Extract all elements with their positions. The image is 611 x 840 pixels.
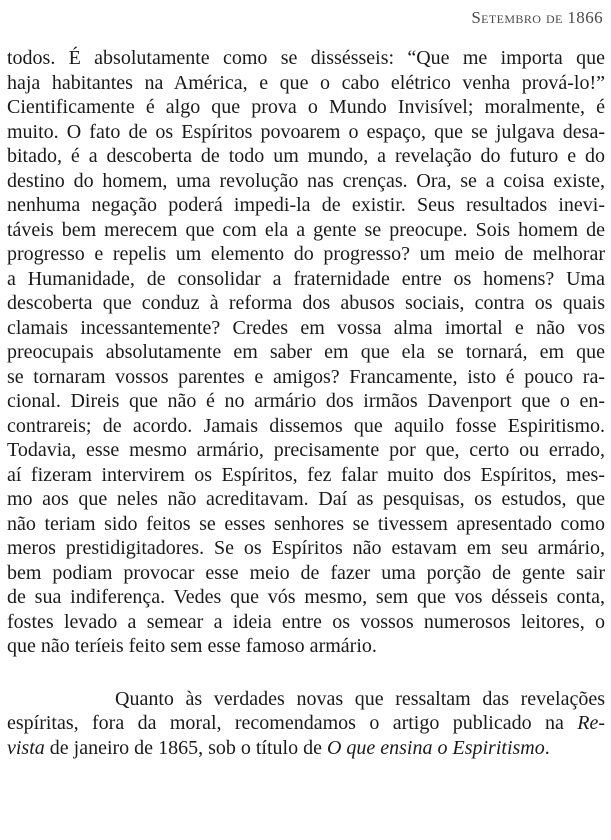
- text-line: Todavia, esse mesmo armário, precisamente por que, certo ou errado,: [7, 439, 605, 461]
- text-line: preocupais absolutamente em saber em que ela se tornará, em que: [7, 341, 605, 363]
- italic-text-run: Re-: [577, 712, 605, 734]
- text-line: progresso e repelis um elemento do progresso? um meio de melhorar: [7, 243, 605, 265]
- text-line: de sua indiferença. Vedes que vós mesmo, sem que vos désseis conta,: [7, 586, 605, 608]
- text-line: fostes levado a semear a ideia entre os vossos numerosos leitores, o: [7, 610, 605, 633]
- text-line: meros prestidigitadores. Se os Espíritos não estavam em seu armário,: [7, 537, 605, 559]
- text-line: não teriam sido feitos se esses senhores se tivessem apresentado como: [7, 512, 605, 535]
- text-line: [7, 711, 605, 736]
- text-line: bem podiam provocar esse meio de fazer uma porção de gente sair: [7, 561, 605, 584]
- text-line: contrareis; de acordo. Jamais dissemos que aquilo fosse Espiritismo.: [7, 414, 605, 437]
- text-line: Cientificamente é algo que prova o Mundo Invisível; moralmente, é: [7, 96, 605, 118]
- text-line: bitado, é a descoberta de todo um mundo, a revelação do futuro e do: [7, 145, 605, 167]
- text-line: [7, 736, 605, 761]
- paragraph-2: [7, 687, 605, 761]
- text-line: que não teríeis feito sem esse famoso armário.: [7, 635, 377, 657]
- text-line: cional. Direis que não é no armário dos irmãos Davenport que o en-: [7, 390, 605, 412]
- text-line: destino do homem, uma revolução nas crenças. Ora, se a coisa existe,: [7, 169, 605, 192]
- italic-text-run: vista: [7, 736, 45, 759]
- text-line: muito. O fato de os Espíritos povoarem o espaço, que se julgava desa-: [7, 120, 605, 143]
- text-line: todos. É absolutamente como se dissésseis: “Que me importa que: [7, 47, 605, 69]
- running-header: Setembro de 1866: [471, 8, 603, 27]
- page-body: [7, 46, 605, 788]
- text-run: espíritas, fora da moral, recomendamos o artigo publicado na: [7, 712, 564, 734]
- paragraph-1: [7, 46, 605, 659]
- text-run: .: [544, 736, 550, 759]
- text-line: táveis bem merecem que com ela a gente se preocupe. Sois homem de: [7, 218, 605, 241]
- text-line: descoberta que conduz à reforma dos abusos sociais, contra os quais: [7, 292, 605, 314]
- text-line: nenhuma negação poderá impedi-la de existir. Seus resultados inevi-: [7, 194, 605, 216]
- article-title: O que ensina o Espiritismo: [326, 736, 545, 759]
- text-line: Quanto às verdades novas que ressaltam das revelações: [115, 687, 605, 710]
- text-run: de janeiro de 1865, sob o título de: [44, 736, 327, 759]
- text-line: haja habitantes na América, e que o cabo elétrico venha prová-lo!”: [7, 71, 605, 94]
- text-line: mo aos que neles não acreditavam. Daí as pesquisas, os estudos, que: [7, 488, 605, 510]
- text-line: clamais incessantemente? Credes em vossa alma imortal e não vos: [7, 316, 605, 339]
- text-line: a Humanidade, de consolidar a fraternidade entre os homens? Uma: [7, 267, 605, 290]
- text-line: aí fizeram intervirem os Espíritos, fez falar muito dos Espíritos, mes-: [7, 463, 605, 486]
- text-line: se tornaram vossos parentes e amigos? Francamente, isto é pouco ra-: [7, 365, 605, 388]
